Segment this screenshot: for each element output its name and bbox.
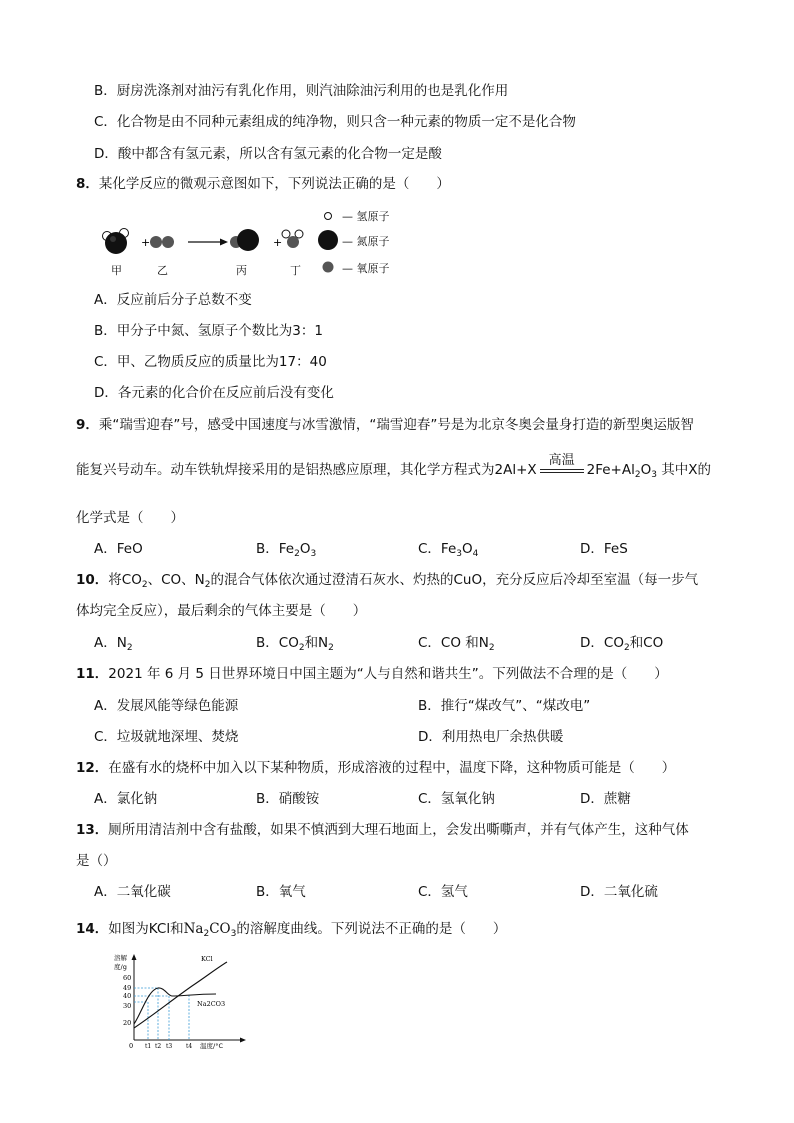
q10-stem-line1 [76,571,698,589]
legend-oxygen: — 氧原子 [342,262,390,275]
reaction-arrow [188,239,228,246]
q8-option-b: B．甲分子中氮、氢原子个数比为3：1 [94,323,323,339]
q9-stem-line2 [76,453,712,480]
sub: 2 [126,643,133,653]
y-axis-label-1: 溶解 [114,954,127,962]
q9-stem-line3: 化学式是（ ） [76,510,184,526]
sub: 3 [456,549,462,559]
text: D．CO [580,635,624,651]
x-tick-t3: t3 [166,1043,173,1050]
sub: 2 [328,643,334,653]
q9-line1-text: 乘“瑞雪迎春”号，感受中国速度与冰雪激情，“瑞雪迎春”号是为北京冬奥会量身打造的新型奥运版智 [98,417,694,433]
q12-option-b: B．硝酸铵 [256,791,320,807]
q11-stem [76,665,668,683]
text: B．Fe [256,541,295,557]
sub: 3 [230,929,237,939]
text: O [299,541,311,557]
q10-option-b [256,634,334,652]
q8-option-d: D．各元素的化合价在反应前后没有变化 [94,385,334,401]
q8-stem-text: 某化学反应的微观示意图如下，下列说法正确的是（ ） [98,176,450,192]
text: 2021 年 6 月 5 日世界环境日中国主题为“人与自然和谐共生”。下列做法不合理的是（ ） [108,666,668,682]
sub: 2 [623,643,630,653]
q9-line2-text: 能复兴号动车。动车铁轨焊接采用的是铝热感应原理，其化学方程式为 [76,462,495,478]
q13-option-b: B．氧气 [256,884,306,900]
q14-solubility-chart [112,950,252,1055]
q8-option-a: A．反应前后分子总数不变 [94,292,252,308]
q9-equation-condition: 高温 [548,453,575,468]
q9-equation-arrow [540,453,584,479]
q9-option-d: D．FeS [580,541,628,557]
q8-stem [76,175,450,193]
q10-option-a [94,634,133,652]
q10-number: 10． [76,572,109,588]
text: O [640,462,652,478]
y-tick-20: 20 [123,1019,132,1027]
q9-option-c [418,540,478,558]
q8-option-c: C．甲、乙物质反应的质量比为17：40 [94,354,327,370]
text: A．N [94,635,127,651]
q14-number: 14． [76,921,109,937]
q12-option-a: A．氯化钠 [94,791,158,807]
sub: 3 [310,549,317,559]
q11-option-d: D．利用热电厂余热供暖 [418,729,564,745]
na2co3-label: Na2CO3 [197,1000,226,1008]
q11-option-c: C．垃圾就地深埋、焚烧 [94,729,239,745]
q13-number: 13． [76,822,109,838]
q13-option-d: D．二氧化硫 [580,884,658,900]
text: 在盛有水的烧杯中加入以下某种物质，形成溶液的过程中，温度下降，这种物质可能是（ ） [108,760,676,776]
q9-number: 9． [76,417,99,433]
plus-sign-2: + [273,236,283,249]
y-tick-30: 30 [123,1002,132,1010]
q9-option-b [256,540,316,558]
sub: 2 [204,580,211,590]
q11-option-b: B．推行“煤改气”、“煤改电” [418,698,591,714]
label-jia: 甲 [111,264,122,277]
text: CO [209,921,231,937]
q13-stem-line2: 是（） [76,853,117,869]
text: O [462,541,473,557]
text: B．CO [256,635,299,651]
q8-number: 8． [76,176,99,192]
label-ding: 丁 [290,264,301,277]
q12-option-c: C．氢氧化钠 [418,791,495,807]
kcl-curve [134,962,227,1028]
legend-oxygen-icon [323,262,334,273]
x-tick-t2: t2 [155,1043,162,1050]
legend-nitrogen-icon [318,230,338,250]
text: C．Fe [418,541,457,557]
text: 将CO [108,572,142,588]
q7-option-d: D．酸中都含有氢元素，所以含有氢元素的化合物一定是酸 [94,146,442,162]
sub: 2 [294,549,300,559]
q7-option-b: B．厨房洗涤剂对油污有乳化作用，则汽油除油污利用的也是乳化作用 [94,83,509,99]
sub: 2 [488,643,495,653]
text: 厕所用清洁剂中含有盐酸，如果不慎洒到大理石地面上，会发出嘶嘶声，并有气体产生，这种气体 [108,822,689,838]
q10-option-c [418,634,495,652]
molecule-yi [150,236,174,248]
sub: 4 [472,549,479,559]
kcl-label: KCl [201,955,213,963]
text: 的溶解度曲线。下列说法不正确的是（ ） [236,921,507,937]
label-yi: 乙 [157,264,168,277]
molecule-bing [230,229,259,251]
q9-line2-tail: 其中X的 [656,462,712,478]
molecule-ding [282,230,303,248]
q12-number: 12． [76,760,109,776]
legend-hydrogen: — 氢原子 [342,210,390,223]
q9-equation-left: 2Al+X [494,462,537,478]
legend-hydrogen-icon [325,213,332,220]
y-axis-label-2: 度/g [114,963,127,971]
q13-option-c: C．氢气 [418,884,468,900]
q13-option-a: A．二氧化碳 [94,884,171,900]
q11-option-a: A．发展风能等绿色能源 [94,698,239,714]
label-bing: 丙 [236,264,247,277]
text: C．CO 和N [418,635,489,651]
q9-equation-right: 2Fe+Al [586,462,635,478]
q11-number: 11． [76,666,109,682]
q10-stem-line2: 体均完全反应），最后剩余的气体主要是（ ） [76,603,367,619]
x-tick-t1: t1 [145,1043,152,1050]
q14-stem [76,920,506,938]
legend-nitrogen: — 氮原子 [342,235,390,248]
x-axis-label: 温度/°C [200,1042,223,1050]
text: 的混合气体依次通过澄清石灰水、灼热的CuO，充分反应后冷却至室温（每一步气 [210,572,699,588]
q10-option-d [580,634,663,652]
q13-stem-line1 [76,821,689,839]
sub: 2 [203,929,210,939]
text: Na [183,921,204,937]
y-tick-60: 60 [123,974,132,982]
text: 和CO [629,635,664,651]
y-tick-49: 49 [123,984,132,992]
sub: 2 [634,470,641,480]
sub: 3 [651,470,657,480]
x-origin: 0 [129,1042,134,1050]
text: 、CO、N [147,572,205,588]
y-tick-40: 40 [123,992,132,1000]
molecule-jia [103,229,129,255]
q7-option-c: C．化合物是由不同种元素组成的纯净物，则只含一种元素的物质一定不是化合物 [94,114,576,130]
q9-stem-line1 [76,416,694,434]
sub: 2 [298,643,305,653]
q12-option-d: D．蔗糖 [580,791,631,807]
text: 如图为KCl和 [108,921,184,937]
q12-stem [76,759,675,777]
sub: 2 [141,580,148,590]
plus-sign-1: + [141,236,151,249]
x-tick-t4: t4 [186,1043,193,1050]
text: 和N [304,635,329,651]
q9-option-a: A．FeO [94,541,143,557]
